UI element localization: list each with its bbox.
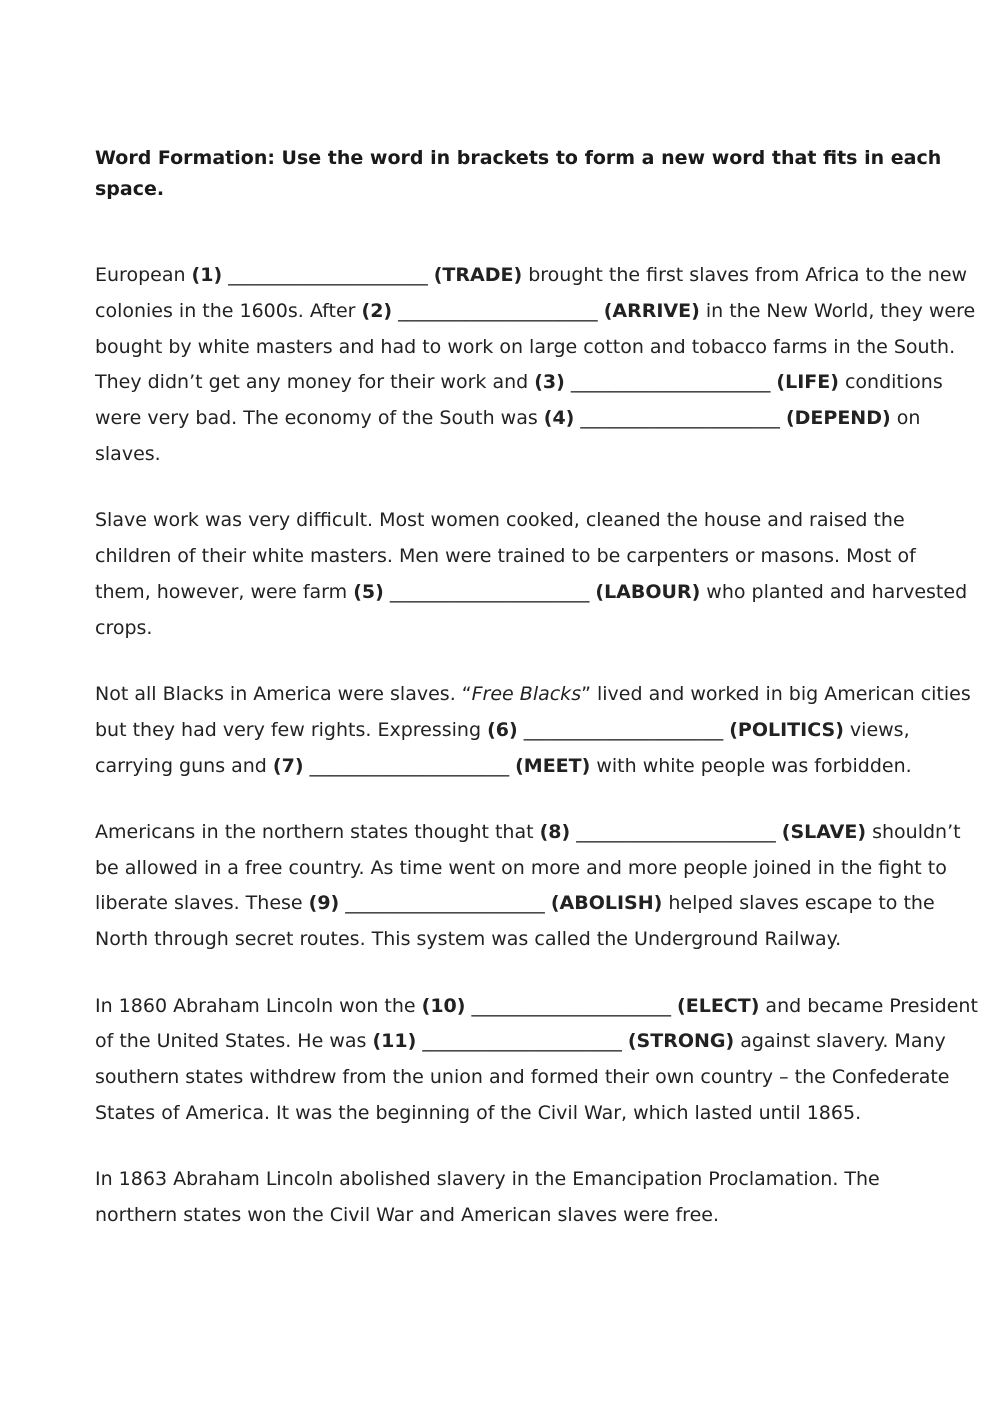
paragraph (95, 815, 961, 958)
text-run: against slavery. Many (734, 1030, 946, 1053)
text-line (95, 539, 955, 575)
text-run: helped slaves escape to the (662, 892, 935, 915)
text-line (95, 294, 976, 330)
text-line (95, 365, 955, 401)
text-run: bought by white masters and had to work on large cotton and tobacco farms in the South. (95, 335, 956, 358)
text-run: shouldn’t (866, 820, 961, 843)
gap-blank[interactable]: _____________________ (389, 580, 590, 603)
gap-number: (3) (534, 371, 565, 394)
gap-number: (5) (353, 580, 384, 603)
text-run: but they had very few rights. Expressing (95, 718, 488, 741)
paragraph (95, 503, 968, 646)
paragraph (95, 989, 978, 1132)
text-line (95, 401, 955, 437)
gap-number: (4) (543, 407, 575, 430)
gap-blank[interactable]: _____________________ (345, 892, 545, 915)
text-line (95, 989, 978, 1025)
text-run: views, (843, 718, 910, 741)
text-run: of the United States. He was (95, 1030, 373, 1053)
gap-blank[interactable]: _____________________ (228, 264, 428, 286)
text-line (95, 713, 955, 749)
gap-number: (9) (308, 892, 340, 915)
gap-blank[interactable]: _____________________ (523, 718, 724, 741)
text-run: with white people was forbidden. (590, 754, 912, 777)
text-run: liberate slaves. These (95, 892, 309, 915)
instruction-heading (95, 143, 955, 205)
text-run: northern states won the Civil War and American slaves were free. (95, 1204, 719, 1227)
gap-number: (1) (191, 264, 223, 286)
gap-blank[interactable]: _____________________ (576, 820, 776, 843)
text-line (95, 575, 968, 611)
root-word: (STRONG) (627, 1030, 735, 1053)
text-run: brought the first slaves from Africa to the new (522, 264, 968, 286)
text-run: who planted and harvested (700, 580, 968, 603)
root-word: (LABOUR) (595, 580, 701, 603)
text-run: them, however, were farm (95, 580, 354, 603)
root-word: (POLITICS) (729, 718, 844, 741)
text-run: Not all Blacks in America were slaves. “ (95, 682, 472, 705)
text-run: and became President (759, 994, 978, 1017)
text-line (95, 1198, 955, 1234)
gap-blank[interactable]: _____________________ (422, 1030, 622, 1053)
gap-blank[interactable]: _____________________ (570, 371, 771, 394)
text-run: carrying guns and (95, 754, 273, 777)
text-run: slaves. (95, 442, 161, 465)
worksheet-body (95, 258, 978, 1234)
text-run: were very bad. The economy of the South was (95, 407, 544, 430)
text-run: They didn’t get any money for their work and (95, 371, 535, 394)
paragraph (95, 677, 971, 784)
paragraph (95, 1162, 955, 1234)
italic-text: Free Blacks (471, 682, 582, 705)
root-word: (SLAVE) (781, 820, 867, 843)
root-word: (DEPEND) (785, 407, 891, 430)
text-run: Slave work was very difficult. Most women cooked, cleaned the house and raised the (95, 509, 905, 532)
gap-number: (11) (372, 1030, 417, 1053)
paragraph (95, 258, 976, 473)
text-run: North through secret routes. This system was called the Underground Railway. (95, 928, 842, 951)
text-line (95, 258, 968, 294)
root-word: (TRADE) (433, 264, 523, 286)
text-line (95, 1024, 955, 1060)
root-word: (LIFE) (776, 371, 839, 394)
text-line (95, 677, 971, 713)
gap-blank[interactable]: _____________________ (580, 407, 780, 430)
text-run: in the New World, they were (699, 299, 976, 322)
text-run: children of their white masters. Men were trained to be carpenters or masons. Most of (95, 545, 916, 568)
root-word: (ABOLISH) (550, 892, 663, 915)
gap-number: (7) (272, 754, 304, 777)
root-word: (ELECT) (677, 994, 760, 1017)
text-line (95, 437, 955, 473)
worksheet-page (95, 143, 978, 1264)
text-run: on (890, 407, 921, 430)
text-run: European (95, 264, 192, 286)
text-line (95, 1060, 955, 1096)
text-run: be allowed in a free country. As time went on more and more people joined in the fight to (95, 856, 947, 879)
text-line (95, 1096, 955, 1132)
instruction-line: space. (95, 178, 165, 200)
text-line (95, 851, 955, 887)
text-line (95, 330, 955, 366)
gap-number: (6) (487, 718, 518, 741)
text-run: crops. (95, 616, 153, 639)
text-run: southern states withdrew from the union and formed their own country – the Confederate (95, 1066, 950, 1089)
root-word: (MEET) (515, 754, 591, 777)
text-run: In 1863 Abraham Lincoln abolished slavery in the Emancipation Proclamation. The (95, 1168, 880, 1191)
text-run: colonies in the 1600s. After (95, 299, 362, 322)
text-line (95, 815, 961, 851)
text-line (95, 922, 955, 958)
instruction-line: Word Formation: Use the word in brackets to form a new word that fits in each (95, 147, 942, 169)
text-run: In 1860 Abraham Lincoln won the (95, 994, 422, 1017)
text-line (95, 749, 955, 785)
text-run: Americans in the northern states thought that (95, 820, 540, 843)
text-run: States of America. It was the beginning of the Civil War, which lasted until 1865. (95, 1101, 862, 1124)
text-run: conditions (838, 371, 943, 394)
gap-number: (2) (361, 299, 393, 322)
gap-blank[interactable]: _____________________ (471, 994, 671, 1017)
gap-blank[interactable]: _____________________ (309, 754, 510, 777)
text-line (95, 1162, 955, 1198)
root-word: (ARRIVE) (603, 299, 700, 322)
text-line (95, 611, 955, 647)
text-line (95, 503, 955, 539)
text-line (95, 886, 955, 922)
text-run: ” lived and worked in big American cities (581, 682, 971, 705)
gap-number: (8) (539, 820, 571, 843)
gap-number: (10) (421, 994, 466, 1017)
gap-blank[interactable]: _____________________ (398, 299, 598, 322)
